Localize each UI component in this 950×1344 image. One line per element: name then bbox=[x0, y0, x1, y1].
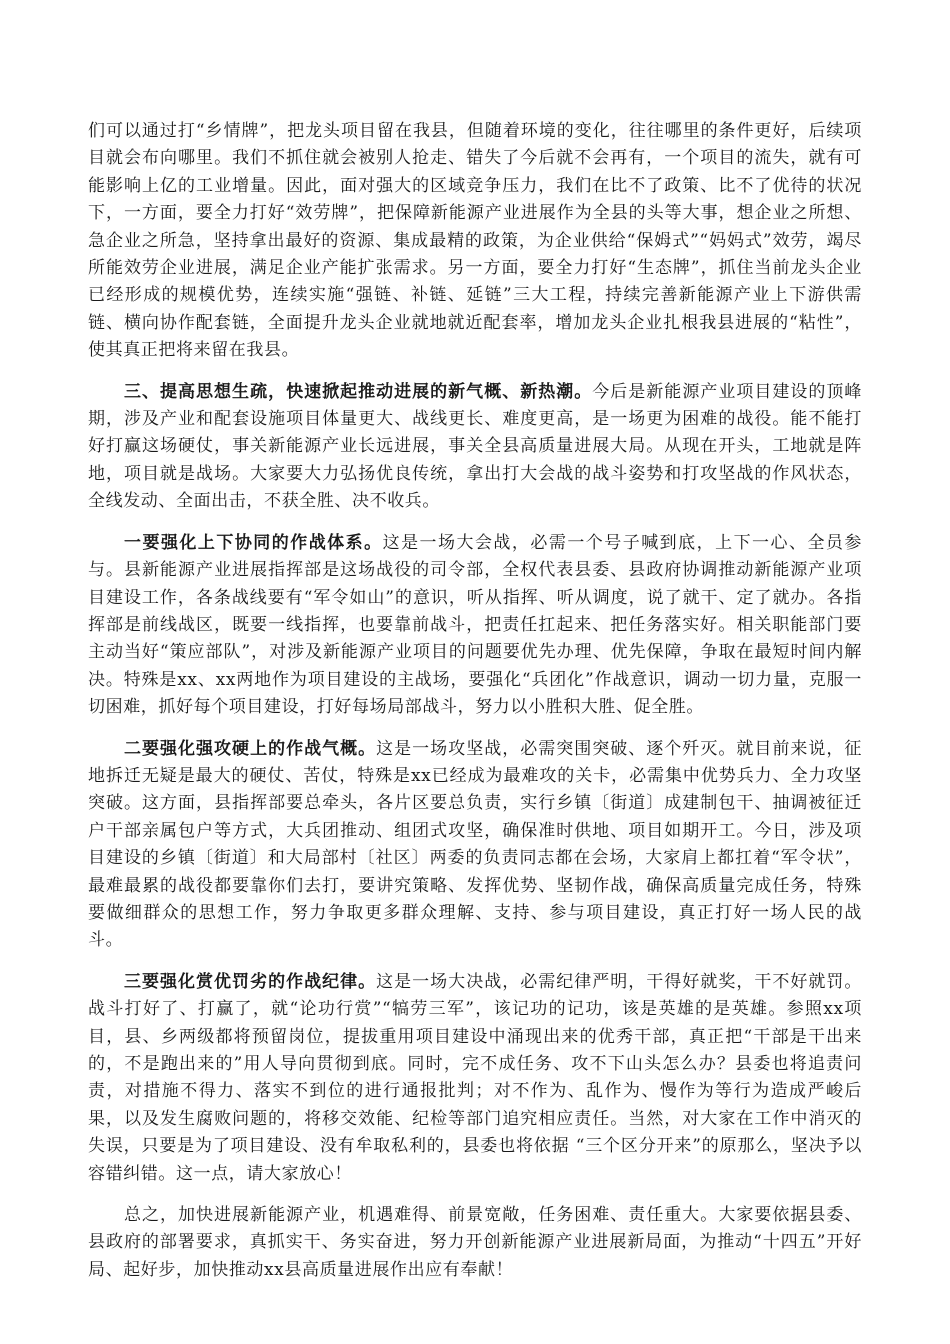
paragraph-text: 这是一场大会战，必需一个号子喊到底，上下一心、全员参与。县新能源产业进展指挥部是这场战役的司令部，全权代表县委、县政府协调推动新能源产业项目建设工作，各条战线要有“军令如山”的意识，听从指挥、听从调度，说了就干、定了就办。各指挥部是前线战区，既要一线指挥，也要靠前战斗，把责任扛起来、把任务落实好。相关职能部门要主动当好“策应部队”，对涉及新能源产业项目的问题要优先办理、优先保障，争取在最短时间内解决。特殊是xx、xx两地作为项目建设的主战场，要强化“兵团化”作战意识，调动一切力量，克服一切困难，抓好每个项目建设，打好每场局部战斗，努力以小胜积大胜、促全胜。 bbox=[88, 532, 862, 718]
paragraph-point-three bbox=[88, 969, 862, 1188]
paragraph-conclusion bbox=[88, 1202, 862, 1284]
section-heading: 三、提高思想生疏，快速掀起推动进展的新气概、新热潮。 bbox=[124, 381, 593, 402]
paragraph-text: 总之，加快进展新能源产业，机遇难得、前景宽敞，任务困难、责任重大。大家要依据县委、县政府的部署要求，真抓实干、务实奋进，努力开创新能源产业进展新局面，为推动“十四五”开好局、起好步，加快推动xx县高质量进展作出应有奉献！ bbox=[88, 1205, 862, 1280]
paragraph-point-two bbox=[88, 736, 862, 955]
paragraph-text: 今后是新能源产业项目建设的顶峰期，涉及产业和配套设施项目体量更大、战线更长、难度更高，是一场更为困难的战役。能不能打好打赢这场硬仗，事关新能源产业长远进展，事关全县高质量进展大局。从现在开头，工地就是阵地，项目就是战场。大家要大力弘扬优良传统，拿出打大会战的战斗姿势和打攻坚战的作风状态，全线发动、全面出击，不获全胜、决不收兵。 bbox=[88, 381, 863, 512]
paragraph-text: 们可以通过打“乡情牌”，把龙头项目留在我县，但随着环境的变化，往往哪里的条件更好，后续项目就会布向哪里。我们不抓住就会被别人抢走、错失了今后就不会再有，一个项目的流失，就有可能影响上亿的工业增量。因此，面对强大的区域竞争压力，我们在比不了政策、比不了优待的状况下，一方面，要全力打好“效劳牌”，把保障新能源产业进展作为全县的头等大事，想企业之所想、急企业之所急，坚持拿出最好的资源、集成最精的政策，为企业供给“保姆式”“妈妈式”效劳，竭尽所能效劳企业进展，满足企业产能扩张需求。另一方面，要全力打好“生态牌”，抓住当前龙头企业已经形成的规模优势，连续实施“强链、补链、延链”三大工程，持续完善新能源产业上下游供需链、横向协作配套链，全面提升龙头企业就地就近配套率，增加龙头企业扎根我县进展的“粘性”，使其真正把将来留在我县。 bbox=[88, 121, 862, 361]
point-heading: 三要强化赏优罚劣的作战纪律。 bbox=[124, 971, 377, 992]
paragraph-point-one bbox=[88, 530, 862, 722]
paragraph-section-three bbox=[88, 379, 862, 516]
document-page bbox=[88, 118, 862, 1298]
point-heading: 二要强化强攻硬上的作战气概。 bbox=[124, 738, 377, 759]
point-heading: 一要强化上下协同的作战体系。 bbox=[124, 532, 383, 553]
paragraph-continuation bbox=[88, 118, 862, 365]
paragraph-text: 这是一场攻坚战，必需突围突破、逐个歼灭。就目前来说，征地拆迁无疑是最大的硬仗、苦仗，特殊是xx已经成为最难攻的关卡，必需集中优势兵力、全力攻坚突破。这方面，县指挥部要总牵头，各片区要总负责，实行乡镇〔街道〕成建制包干、抽调被征迁户干部亲属包户等方式，大兵团推动、组团式攻坚，确保准时供地、项目如期开工。今日，涉及项目建设的乡镇〔街道〕和大局部村〔社区〕两委的负责同志都在会场，大家肩上都扛着“军令状”，最难最累的战役都要靠你们去打，要讲究策略、发挥优势、坚韧作战，确保高质量完成任务，特殊要做细群众的思想工作，努力争取更多群众理解、支持、参与项目建设，真正打好一场人民的战斗。 bbox=[88, 738, 862, 951]
paragraph-text: 这是一场大决战，必需纪律严明，干得好就奖，干不好就罚。战斗打好了、打赢了，就“论功行赏”“犒劳三军”，该记功的记功，该是英雄的是英雄。参照xx项目，县、乡两级都将预留岗位，提拔重用项目建设中涌现出来的优秀干部，真正把“干部是干出来的，不是跑出来的”用人导向贯彻到底。同时，完不成任务、攻不下山头怎么办？县委也将追责问责，对措施不得力、落实不到位的进行通报批判；对不作为、乱作为、慢作为等行为造成严峻后果，以及发生腐败问题的，将移交效能、纪检等部门追究相应责任。当然，对大家在工作中消灭的失误，只要是为了项目建设、没有牟取私利的，县委也将依据 “三个区分开来”的原那么，坚决予以容错纠错。这一点，请大家放心！ bbox=[88, 971, 862, 1184]
